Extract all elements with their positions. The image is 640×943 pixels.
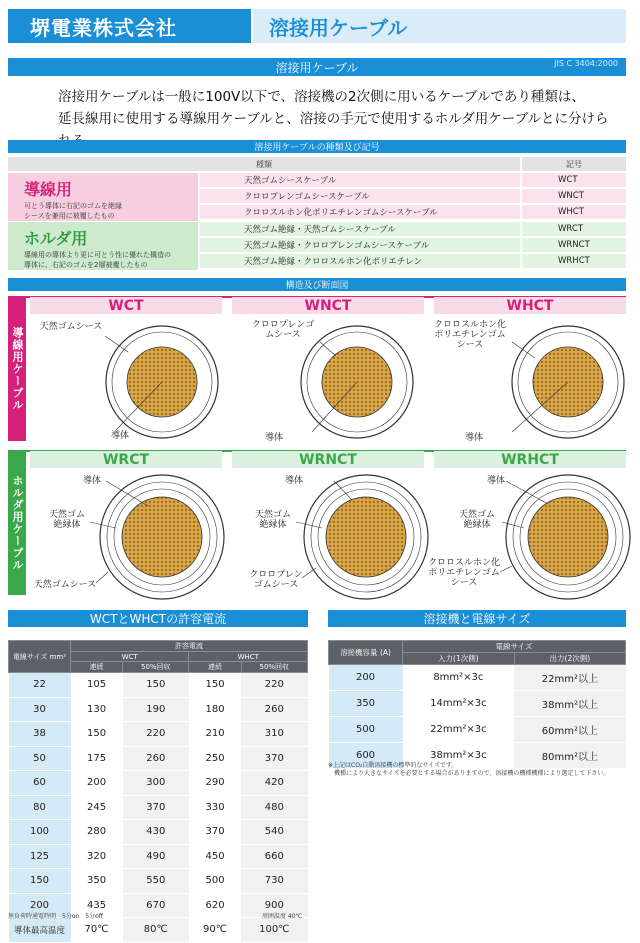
table-cell: 90℃ — [189, 918, 241, 943]
cable-title: WRNCT — [232, 451, 424, 468]
table-cell: 80℃ — [123, 918, 189, 943]
col-head: WHCT — [189, 652, 308, 662]
table-cell: 330 — [189, 795, 241, 820]
structure-title: 構造及び断面図 — [8, 278, 626, 291]
table-cell: 350 — [71, 869, 123, 894]
product-title: 溶接用ケーブル — [253, 9, 626, 43]
col-head: 電線サイズ — [403, 641, 626, 653]
company-name: 堺電業株式会社 — [8, 9, 251, 43]
col-head: 溶接機容量 (A) — [329, 641, 403, 665]
table-row — [329, 691, 626, 717]
label-sheath: クロロスルホン化ポリエチレンゴムシース — [433, 320, 506, 350]
conductor-side-tab: 導線用ケーブル — [8, 296, 26, 441]
table-cell: 500 — [189, 869, 241, 894]
group-title: 導線用 — [24, 180, 73, 199]
welder-table — [328, 640, 626, 769]
table-cell: 730 — [241, 869, 307, 894]
table-cell: 660 — [241, 844, 307, 869]
table-cell: 260 — [123, 746, 189, 771]
wrct-cross-section — [90, 475, 224, 599]
label-sheath: 天然ゴムシース — [39, 322, 103, 332]
table-row — [329, 717, 626, 743]
group-desc: 可とう導体に右記のゴムを絶縁 — [24, 202, 122, 210]
types-col-kind: 種類 — [8, 157, 520, 171]
table-cell: 540 — [241, 820, 307, 845]
wrhct-cross-section — [500, 475, 630, 599]
wnct-cross-section — [301, 326, 413, 438]
table-cell: 22 — [9, 673, 71, 698]
table-cell: 130 — [71, 697, 123, 722]
table-cell: 245 — [71, 795, 123, 820]
table-cell: 22mm²以上 — [514, 665, 625, 691]
wct-cross-section — [105, 326, 218, 438]
col-head: 電線サイズ mm² — [9, 641, 71, 673]
table-row — [9, 673, 308, 698]
table-cell: 250 — [189, 746, 241, 771]
welder-notes — [328, 762, 626, 778]
label-insulation: 天然ゴム絶縁体 — [48, 510, 85, 530]
table-cell: 150 — [9, 869, 71, 894]
intro-line: 溶接用ケーブルは一般に100V以下で、溶接機の2次側に用いるケーブルであり種類は、 — [58, 89, 585, 105]
table-cell: 420 — [241, 771, 307, 796]
type-row: クロロスルホン化ポリエチレンゴムシースケーブル — [200, 205, 520, 220]
col-head: 出力(2次側) — [514, 653, 625, 665]
welder-note: 機種により大きなサイズを必要とする場合がありますので、溶接機の機種機種により選定して下さい。 — [328, 770, 610, 777]
col-head: 入力(1次側) — [403, 653, 515, 665]
temp-row — [9, 918, 308, 943]
col-head: WCT — [71, 652, 189, 662]
table-row — [9, 697, 308, 722]
group-desc: 導体に、右記のゴムを2層被覆したもの — [24, 261, 148, 269]
welder-title: 溶接機と電線サイズ — [328, 610, 626, 627]
label-sheath: クロロプレンゴムシース — [249, 570, 303, 590]
table-cell: 150 — [71, 722, 123, 747]
table-cell: 150 — [189, 673, 241, 698]
table-cell: 320 — [71, 844, 123, 869]
cable-title: WNCT — [232, 297, 424, 314]
type-code: WRNCT — [522, 238, 626, 253]
table-cell: 22mm²×3c — [403, 717, 515, 743]
types-table-title: 溶接用ケーブルの種類及び記号 — [8, 140, 626, 153]
table-cell: 100 — [9, 820, 71, 845]
table-cell: 370 — [241, 746, 307, 771]
group-title: ホルダ用 — [24, 229, 88, 248]
table-cell: 190 — [123, 697, 189, 722]
cable-title: WRHCT — [434, 451, 626, 468]
col-head: 連続 — [189, 662, 241, 673]
table-cell: 290 — [189, 771, 241, 796]
table-cell: 180 — [189, 697, 241, 722]
label-conductor: 導体 — [110, 431, 129, 441]
table-cell: 14mm²×3c — [403, 691, 515, 717]
wrnct-cross-section — [296, 475, 428, 599]
col-head: 連続 — [71, 662, 123, 673]
table-cell: 導体最高温度 — [9, 918, 71, 943]
table-cell: 200 — [9, 893, 71, 918]
col-head: 50%回収 — [123, 662, 189, 673]
table-cell: 175 — [71, 746, 123, 771]
jis-standard: JIS C 3404:2000 — [554, 59, 618, 68]
label-insulation: 天然ゴム絶縁体 — [458, 510, 495, 530]
intro-line: 延長線用に使用する導線用ケーブルと、溶接の手元で使用するホルダ用ケーブルとに分けら — [58, 111, 609, 127]
table-cell: 220 — [123, 722, 189, 747]
table-cell: 500 — [329, 717, 403, 743]
table-cell: 38 — [9, 722, 71, 747]
table-cell: 550 — [123, 869, 189, 894]
table-cell: 80mm²以上 — [514, 743, 625, 769]
type-code: WNCT — [522, 189, 626, 204]
table-cell: 260 — [241, 697, 307, 722]
table-cell: 38mm²×3c — [403, 743, 515, 769]
group-desc: シースを兼用に被覆したもの — [24, 212, 115, 220]
table-cell: 370 — [189, 820, 241, 845]
ampacity-note-right: 周囲温度 40℃ — [262, 913, 303, 920]
table-cell: 480 — [241, 795, 307, 820]
table-cell: 900 — [241, 893, 307, 918]
label-conductor: 導体 — [464, 433, 483, 443]
table-cell: 60 — [9, 771, 71, 796]
table-cell: 350 — [329, 691, 403, 717]
type-row: 天然ゴム絶縁・クロロスルホン化ポリエチレン — [200, 254, 520, 269]
type-row: クロロプレンゴムシースケーブル — [200, 189, 520, 204]
types-col-code: 記号 — [522, 157, 626, 171]
table-cell: 125 — [9, 844, 71, 869]
table-cell: 280 — [71, 820, 123, 845]
type-code: WRHCT — [522, 254, 626, 269]
type-code: WRCT — [522, 222, 626, 237]
table-cell: 620 — [189, 893, 241, 918]
table-cell: 80 — [9, 795, 71, 820]
table-cell: 430 — [123, 820, 189, 845]
table-cell: 200 — [71, 771, 123, 796]
table-row — [329, 665, 626, 691]
cable-title: WRCT — [30, 451, 222, 468]
table-cell: 435 — [71, 893, 123, 918]
type-code: WHCT — [522, 205, 626, 220]
table-cell: 220 — [241, 673, 307, 698]
welder-note: ※上記はCO₂自動溶接機の標準的なサイズです。 — [328, 762, 458, 769]
table-cell: 300 — [123, 771, 189, 796]
table-cell: 600 — [329, 743, 403, 769]
ampacity-note-left: 無負荷時通電時間 5分on 5分off — [8, 913, 103, 920]
whct-cross-section — [512, 326, 624, 438]
holder-side-tab: ホルダ用ケーブル — [8, 450, 26, 595]
label-sheath: 天然ゴムシース — [33, 580, 97, 590]
col-head: 50%回収 — [241, 662, 307, 673]
table-cell: 670 — [123, 893, 189, 918]
table-cell: 150 — [123, 673, 189, 698]
table-cell: 30 — [9, 697, 71, 722]
table-cell: 105 — [71, 673, 123, 698]
cable-title: WCT — [30, 297, 222, 314]
table-row — [9, 844, 308, 869]
label-conductor: 導体 — [284, 476, 303, 486]
table-row — [9, 795, 308, 820]
table-cell: 70℃ — [71, 918, 123, 943]
table-row — [9, 746, 308, 771]
table-cell: 370 — [123, 795, 189, 820]
type-row: 天然ゴム絶縁・天然ゴムシースケーブル — [200, 222, 520, 237]
label-conductor: 導体 — [264, 433, 283, 443]
table-cell: 450 — [189, 844, 241, 869]
ampacity-table — [8, 640, 308, 943]
cable-title: WHCT — [434, 297, 626, 314]
table-cell: 310 — [241, 722, 307, 747]
table-cell: 8mm²×3c — [403, 665, 515, 691]
ampacity-title: WCTとWHCTの許容電流 — [8, 610, 308, 627]
table-cell: 490 — [123, 844, 189, 869]
label-sheath: クロロプレンゴムシース — [251, 320, 315, 340]
label-conductor: 導体 — [486, 476, 505, 486]
col-head: 許容電流 — [71, 641, 308, 652]
table-row — [9, 869, 308, 894]
type-row: 天然ゴムシースケーブル — [200, 173, 520, 188]
section-title: 溶接用ケーブル — [275, 60, 359, 75]
table-cell: 38mm²以上 — [514, 691, 625, 717]
table-cell: 200 — [329, 665, 403, 691]
table-row — [9, 771, 308, 796]
label-insulation: 天然ゴム絶縁体 — [254, 510, 291, 530]
table-cell: 210 — [189, 722, 241, 747]
group-desc: 導線用の導体より更に可とう性に優れた構造の — [24, 251, 171, 259]
table-cell: 60mm²以上 — [514, 717, 625, 743]
table-row — [9, 722, 308, 747]
type-code: WCT — [522, 173, 626, 188]
table-cell: 100℃ — [241, 918, 307, 943]
table-cell: 50 — [9, 746, 71, 771]
label-sheath: クロロスルホン化ポリエチレンゴムシース — [428, 558, 501, 588]
table-row — [9, 820, 308, 845]
label-conductor: 導体 — [82, 476, 101, 486]
type-row: 天然ゴム絶縁・クロロプレンゴムシースケーブル — [200, 238, 520, 253]
